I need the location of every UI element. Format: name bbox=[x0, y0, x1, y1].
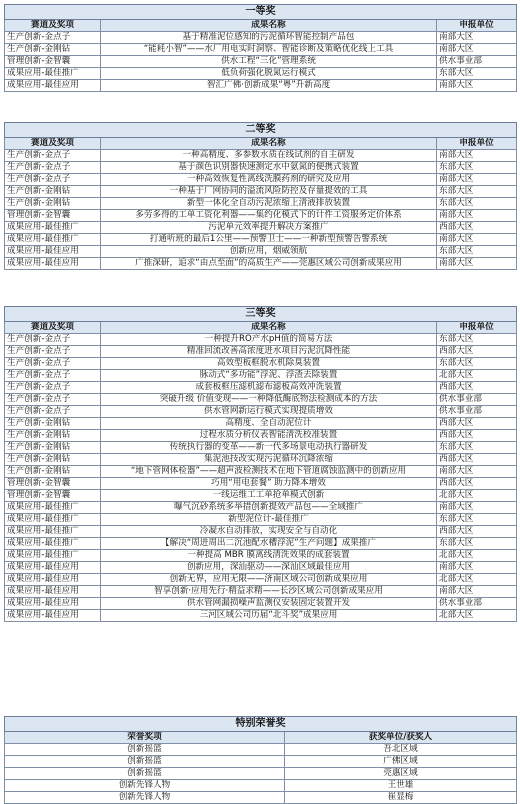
column-header: 获奖单位/获奖人 bbox=[285, 732, 517, 744]
honor-recipient-cell: 王世雄 bbox=[285, 780, 517, 792]
unit-cell: 北部大区 bbox=[437, 574, 517, 586]
unit-cell: 供水事业部 bbox=[437, 406, 517, 418]
unit-cell: 东部大区 bbox=[437, 442, 517, 454]
table-row bbox=[5, 466, 517, 478]
section-special-honors bbox=[4, 716, 516, 804]
table-row bbox=[5, 418, 517, 430]
table-row bbox=[5, 744, 517, 756]
achievement-name-cell: 多劳多得的工单工资化利器——集约化模式下的计件工资服务定价体系 bbox=[101, 210, 437, 222]
achievement-name-cell: 创新应用，烟威领航 bbox=[101, 246, 437, 258]
unit-cell: 东部大区 bbox=[437, 358, 517, 370]
track-award-cell: 生产创新-金刚钻 bbox=[5, 454, 101, 466]
table-row bbox=[5, 538, 517, 550]
track-award-cell: 成果应用-最佳应用 bbox=[5, 246, 101, 258]
track-award-cell: 生产创新-金点子 bbox=[5, 370, 101, 382]
track-award-cell: 生产创新-金点子 bbox=[5, 174, 101, 186]
table-row bbox=[5, 358, 517, 370]
unit-cell: 南部大区 bbox=[437, 466, 517, 478]
track-award-cell: 生产创新-金刚钻 bbox=[5, 186, 101, 198]
third-prize-table bbox=[4, 306, 517, 622]
achievement-name-cell: 一种提升RO产水pH值的简易方法 bbox=[101, 334, 437, 346]
unit-cell: 东部大区 bbox=[437, 334, 517, 346]
track-award-cell: 生产创新-金刚钻 bbox=[5, 442, 101, 454]
track-award-cell: 生产创新-金点子 bbox=[5, 358, 101, 370]
table-row bbox=[5, 478, 517, 490]
column-header: 申报单位 bbox=[437, 322, 517, 334]
track-award-cell: 成果应用-最佳推广 bbox=[5, 550, 101, 562]
unit-cell: 西部大区 bbox=[437, 222, 517, 234]
track-award-cell: 生产创新-金点子 bbox=[5, 150, 101, 162]
table-row bbox=[5, 598, 517, 610]
unit-cell: 西部大区 bbox=[437, 454, 517, 466]
honor-award-cell: 创新摇篮 bbox=[5, 756, 285, 768]
achievement-name-cell: 过程水质分析仪表智能清洗校准装置 bbox=[101, 430, 437, 442]
table-row bbox=[5, 56, 517, 68]
table-row bbox=[5, 430, 517, 442]
table-row bbox=[5, 150, 517, 162]
table-row bbox=[5, 792, 517, 804]
achievement-name-cell: 智汇广佛·创新成果“粤”升新高度 bbox=[101, 80, 437, 92]
table-row bbox=[5, 198, 517, 210]
achievement-name-cell: 【解决“周进周出二沉池配水槽浮泥”生产问题】成果推广 bbox=[101, 538, 437, 550]
achievement-name-cell: 打通听班的最后1公里——预警卫士——一种新型预警告警系统 bbox=[101, 234, 437, 246]
table-row bbox=[5, 526, 517, 538]
table-row bbox=[5, 502, 517, 514]
unit-cell: 西部大区 bbox=[437, 430, 517, 442]
achievement-name-cell: 突破升级 价值变现——一种降低酶底物法检测成本的方法 bbox=[101, 394, 437, 406]
track-award-cell: 生产创新-金刚钻 bbox=[5, 430, 101, 442]
table-row bbox=[5, 246, 517, 258]
achievement-name-cell: 一线运维工工单抢单模式创新 bbox=[101, 490, 437, 502]
table-row bbox=[5, 162, 517, 174]
achievement-name-cell: 创新应用，深汕驱动——深汕区域最佳应用 bbox=[101, 562, 437, 574]
track-award-cell: 管理创新-金智囊 bbox=[5, 490, 101, 502]
table-row bbox=[5, 562, 517, 574]
honor-award-cell: 创新先锋人物 bbox=[5, 792, 285, 804]
track-award-cell: 管理创新-金智囊 bbox=[5, 210, 101, 222]
unit-cell: 西部大区 bbox=[437, 346, 517, 358]
table-row bbox=[5, 490, 517, 502]
table-row bbox=[5, 574, 517, 586]
achievement-name-cell: 冷凝水自动排放，实现安全与自动化 bbox=[101, 526, 437, 538]
track-award-cell: 管理创新-金智囊 bbox=[5, 56, 101, 68]
table-row bbox=[5, 80, 517, 92]
achievement-name-cell: 新型一体化全自动污泥浓缩上清液排放装置 bbox=[101, 198, 437, 210]
achievement-name-cell: 新型泥位计-最佳推广 bbox=[101, 514, 437, 526]
unit-cell: 南部大区 bbox=[437, 44, 517, 56]
achievement-name-cell: 精准回流改善高浓度进水项目污泥沉降性能 bbox=[101, 346, 437, 358]
unit-cell: 西部大区 bbox=[437, 382, 517, 394]
unit-cell: 东部大区 bbox=[437, 186, 517, 198]
honor-award-cell: 创新摇篮 bbox=[5, 768, 285, 780]
achievement-name-cell: 一种高精度、多参数水质在线试剂的自主研发 bbox=[101, 150, 437, 162]
unit-cell: 北部大区 bbox=[437, 610, 517, 622]
unit-cell: 西部大区 bbox=[437, 478, 517, 490]
track-award-cell: 生产创新-金点子 bbox=[5, 162, 101, 174]
achievement-name-cell: 传统执行器的变革——新一代多场景电动执行器研发 bbox=[101, 442, 437, 454]
unit-cell: 东部大区 bbox=[437, 68, 517, 80]
track-award-cell: 成果应用-最佳推广 bbox=[5, 538, 101, 550]
achievement-name-cell: 一种基于厂网协同的溢流风险防控及存量提效的工具 bbox=[101, 186, 437, 198]
table-row bbox=[5, 32, 517, 44]
table-row bbox=[5, 234, 517, 246]
honor-recipient-cell: 崔显梅 bbox=[285, 792, 517, 804]
column-header: 申报单位 bbox=[437, 138, 517, 150]
unit-cell: 南部大区 bbox=[437, 32, 517, 44]
achievement-name-cell: 集泥池技改实现污泥循环沉降浓缩 bbox=[101, 454, 437, 466]
unit-cell: 南部大区 bbox=[437, 258, 517, 270]
table-row bbox=[5, 334, 517, 346]
column-header: 成果名称 bbox=[101, 138, 437, 150]
achievement-name-cell: “能耗小智”——水厂用电实时洞察、智能诊断及策略优化线上工具 bbox=[101, 44, 437, 56]
track-award-cell: 管理创新-金智囊 bbox=[5, 478, 101, 490]
table-row bbox=[5, 454, 517, 466]
column-header: 申报单位 bbox=[437, 20, 517, 32]
honor-recipient-cell: 广佛区域 bbox=[285, 756, 517, 768]
unit-cell: 东部大区 bbox=[437, 514, 517, 526]
track-award-cell: 成果应用-最佳推广 bbox=[5, 526, 101, 538]
second-prize-table bbox=[4, 122, 517, 270]
honor-recipient-cell: 莞惠区域 bbox=[285, 768, 517, 780]
section-title: 一等奖 bbox=[5, 5, 517, 20]
table-row bbox=[5, 394, 517, 406]
column-header: 赛道及奖项 bbox=[5, 322, 101, 334]
unit-cell: 北部大区 bbox=[437, 370, 517, 382]
table-row bbox=[5, 210, 517, 222]
achievement-name-cell: 供水工程“三化”管理系统 bbox=[101, 56, 437, 68]
unit-cell: 南部大区 bbox=[437, 174, 517, 186]
table-row bbox=[5, 442, 517, 454]
track-award-cell: 成果应用-最佳推广 bbox=[5, 68, 101, 80]
table-row bbox=[5, 258, 517, 270]
unit-cell: 南部大区 bbox=[437, 234, 517, 246]
track-award-cell: 生产创新-金刚钻 bbox=[5, 44, 101, 56]
track-award-cell: 成果应用-最佳应用 bbox=[5, 562, 101, 574]
track-award-cell: 成果应用-最佳推广 bbox=[5, 234, 101, 246]
section-second-prize bbox=[4, 122, 516, 270]
track-award-cell: 成果应用-最佳应用 bbox=[5, 258, 101, 270]
track-award-cell: 生产创新-金点子 bbox=[5, 406, 101, 418]
table-row bbox=[5, 780, 517, 792]
track-award-cell: 成果应用-最佳推广 bbox=[5, 514, 101, 526]
unit-cell: 东部大区 bbox=[437, 538, 517, 550]
track-award-cell: 成果应用-最佳应用 bbox=[5, 574, 101, 586]
unit-cell: 南部大区 bbox=[437, 502, 517, 514]
achievement-name-cell: 一种高效恢复性离线洗膜药剂的研究及应用 bbox=[101, 174, 437, 186]
table-row bbox=[5, 346, 517, 358]
track-award-cell: 成果应用-最佳推广 bbox=[5, 222, 101, 234]
column-header: 成果名称 bbox=[101, 322, 437, 334]
achievement-name-cell: 基于精准泥位感知的污泥循环智能控制产品包 bbox=[101, 32, 437, 44]
track-award-cell: 生产创新-金刚钻 bbox=[5, 418, 101, 430]
column-header: 赛道及奖项 bbox=[5, 20, 101, 32]
honor-award-cell: 创新先锋人物 bbox=[5, 780, 285, 792]
unit-cell: 北部大区 bbox=[437, 550, 517, 562]
table-row bbox=[5, 406, 517, 418]
unit-cell: 供水事业部 bbox=[437, 56, 517, 68]
unit-cell: 东部大区 bbox=[437, 246, 517, 258]
table-row bbox=[5, 756, 517, 768]
achievement-name-cell: 创新无界，应用无限——济南区域公司创新成果应用 bbox=[101, 574, 437, 586]
table-row bbox=[5, 174, 517, 186]
achievement-name-cell: 供水管网新运行模式实现提质增效 bbox=[101, 406, 437, 418]
section-title: 特别荣誉奖 bbox=[5, 717, 517, 732]
achievement-name-cell: 脉动式“多功能”浮泥、浮渣去除装置 bbox=[101, 370, 437, 382]
table-row bbox=[5, 222, 517, 234]
unit-cell: 西部大区 bbox=[437, 418, 517, 430]
table-row bbox=[5, 550, 517, 562]
track-award-cell: 成果应用-最佳应用 bbox=[5, 80, 101, 92]
unit-cell: 供水事业部 bbox=[437, 598, 517, 610]
table-row bbox=[5, 586, 517, 598]
track-award-cell: 生产创新-金点子 bbox=[5, 346, 101, 358]
section-first-prize bbox=[4, 4, 516, 92]
section-title: 二等奖 bbox=[5, 123, 517, 138]
track-award-cell: 生产创新-金点子 bbox=[5, 382, 101, 394]
achievement-name-cell: 高效型板框脱水机除臭装置 bbox=[101, 358, 437, 370]
track-award-cell: 成果应用-最佳推广 bbox=[5, 502, 101, 514]
achievement-name-cell: 曝气沉砂系统多举措创新提效产品包——全域推广 bbox=[101, 502, 437, 514]
achievement-name-cell: 低负荷强化脱氮运行模式 bbox=[101, 68, 437, 80]
table-row bbox=[5, 44, 517, 56]
unit-cell: 南部大区 bbox=[437, 586, 517, 598]
section-third-prize bbox=[4, 306, 516, 622]
column-header: 赛道及奖项 bbox=[5, 138, 101, 150]
track-award-cell: 成果应用-最佳应用 bbox=[5, 610, 101, 622]
section-title: 三等奖 bbox=[5, 307, 517, 322]
unit-cell: 东部大区 bbox=[437, 198, 517, 210]
achievement-name-cell: 成套板框压滤机滤布滤板高效冲洗装置 bbox=[101, 382, 437, 394]
achievement-name-cell: 智享创新·应用先行·精益求精——长沙区域公司创新成果应用 bbox=[101, 586, 437, 598]
table-row bbox=[5, 186, 517, 198]
unit-cell: 南部大区 bbox=[437, 80, 517, 92]
column-header: 成果名称 bbox=[101, 20, 437, 32]
special-honors-table bbox=[4, 716, 517, 804]
track-award-cell: 成果应用-最佳应用 bbox=[5, 598, 101, 610]
track-award-cell: 生产创新-金点子 bbox=[5, 32, 101, 44]
unit-cell: 南部大区 bbox=[437, 210, 517, 222]
table-row bbox=[5, 610, 517, 622]
track-award-cell: 生产创新-金刚钻 bbox=[5, 198, 101, 210]
achievement-name-cell: 广推深研，追求“由点至面”的高质生产——莞惠区域公司创新成果应用 bbox=[101, 258, 437, 270]
track-award-cell: 成果应用-最佳应用 bbox=[5, 586, 101, 598]
achievement-name-cell: 高精度、全自动泥位计 bbox=[101, 418, 437, 430]
achievement-name-cell: 巧用“用电套餐” 助力降本增效 bbox=[101, 478, 437, 490]
unit-cell: 供水事业部 bbox=[437, 394, 517, 406]
track-award-cell: 生产创新-金点子 bbox=[5, 334, 101, 346]
honor-award-cell: 创新摇篮 bbox=[5, 744, 285, 756]
track-award-cell: 生产创新-金点子 bbox=[5, 394, 101, 406]
table-row bbox=[5, 382, 517, 394]
unit-cell: 东部大区 bbox=[437, 162, 517, 174]
unit-cell: 西部大区 bbox=[437, 526, 517, 538]
table-row bbox=[5, 370, 517, 382]
column-header: 荣誉奖项 bbox=[5, 732, 285, 744]
achievement-name-cell: 基于颜色识别器快速测定水中氨氮的便携式装置 bbox=[101, 162, 437, 174]
first-prize-table bbox=[4, 4, 517, 92]
table-row bbox=[5, 768, 517, 780]
achievement-name-cell: “地下管网体检器”——超声波检测技术在地下管道腐蚀监测中的创新应用 bbox=[101, 466, 437, 478]
track-award-cell: 生产创新-金刚钻 bbox=[5, 466, 101, 478]
achievement-name-cell: 三河区域公司历届“北斗奖”成果应用 bbox=[101, 610, 437, 622]
table-row bbox=[5, 68, 517, 80]
achievement-name-cell: 供水管网漏损噪声监测仪安装固定装置开发 bbox=[101, 598, 437, 610]
achievement-name-cell: 污泥单元效率提升解决方案推广 bbox=[101, 222, 437, 234]
honor-recipient-cell: 吾北区域 bbox=[285, 744, 517, 756]
unit-cell: 北部大区 bbox=[437, 490, 517, 502]
unit-cell: 南部大区 bbox=[437, 562, 517, 574]
unit-cell: 南部大区 bbox=[437, 150, 517, 162]
achievement-name-cell: 一种提高 MBR 膜离线清洗效果的成套装置 bbox=[101, 550, 437, 562]
table-row bbox=[5, 514, 517, 526]
